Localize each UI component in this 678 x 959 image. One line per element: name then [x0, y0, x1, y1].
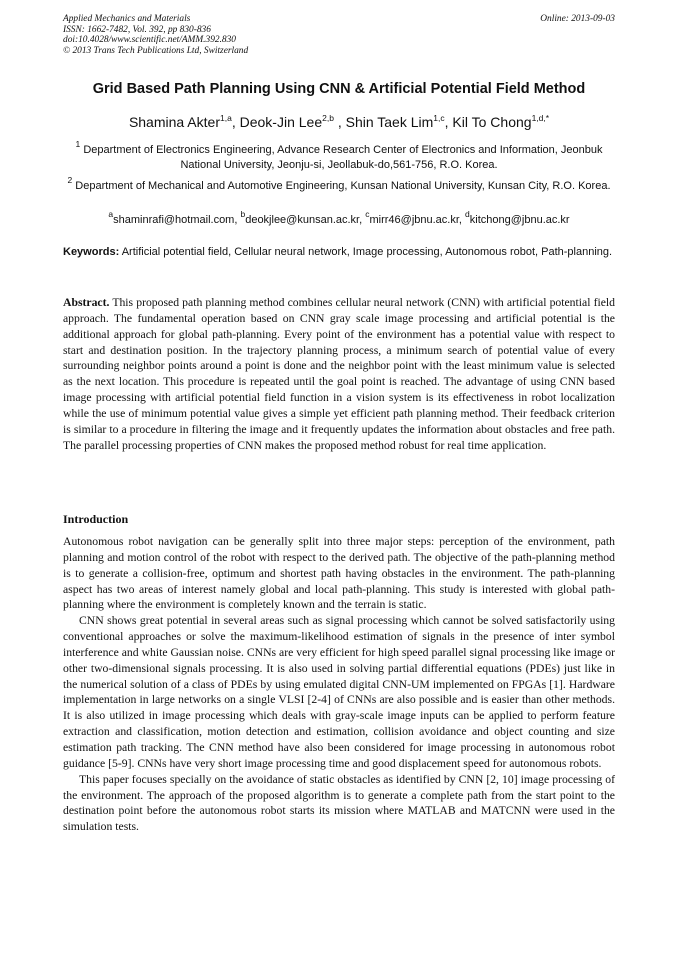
- doi-line: doi:10.4028/www.scientific.net/AMM.392.830: [63, 35, 236, 46]
- author-list: Shamina Akter$^{1,a}$, Deok-Jin Lee$^{2,b}$ , Shin Taek Lim$^{1,c}$, Kil To Chong$^{1,d,*}$: [128, 113, 550, 130]
- abstract-text: This proposed path planning method combines cellular neural network (CNN) with artificial potential field approach. The fundamental operation based on CNN gray scale image processing and artificial potential is the additional approach for global path-planning. Every point of the environment has a potential value with respect to start and destination position. In the trajectory planning process, a minimum search of potential value of every surrounding neighbor points around a point is done and the neighbor point with the least minimum value is selected as the next location. This procedure is repeated until the goal point is reached. The advantage of using CNN based image processing with artificial potential field function in a vision system is its effectiveness in robot localization while the use of minimum potential value gives a simple yet efficient path planning method. Their feedback criterion is similar to a procedure in filtering the image and it frequently updates the information about obstacles and free path. The parallel processing properties of CNN makes the proposed method robust for real time application.: [63, 296, 615, 452]
- affiliation-text: Department of Mechanical and Automotive Engineering, Kunsan National University, Kunsan City, R.O. Korea.: [75, 180, 611, 192]
- paragraph: Autonomous robot navigation can be generally split into three major steps: perception of the environment, path planning and motion control of the robot with respect to the derived path. The objective of the path-planning method is to generate a collision-free, optimum and shortest path having obstacles in the environment. The path-planning aspect has two areas of interest namely global and local path-planning. This study is interested with global path-planning where the environment is completely known and the terrain is static.: [63, 535, 615, 612]
- online-date: Online: 2013-09-03: [540, 14, 615, 24]
- email-mark: c: [365, 209, 370, 219]
- affiliation-number: 1: [75, 139, 81, 149]
- email-mark: a: [108, 209, 114, 219]
- author-affiliation-mark: 1,c: [433, 113, 445, 123]
- author-name: Shamina Akter: [128, 114, 220, 130]
- author-affiliation-mark: 1,d,*: [531, 113, 550, 123]
- copyright-line: © 2013 Trans Tech Publications Ltd, Switzerland: [63, 45, 249, 56]
- keywords-label: Keywords:: [63, 246, 120, 258]
- author-name: Shin Taek Lim: [345, 114, 434, 130]
- email-mark: b: [240, 209, 246, 219]
- paragraph: This paper focuses specially on the avoidance of static obstacles as identified by CNN [2, 10] image processing of the environment. The approach of the proposed algorithm is to generate a complete path from the start point to the destination point before the autonomous robot starts its mission where MATLAB and MATCNN were used in the simulation tests.: [63, 772, 615, 834]
- author-affiliation-mark: 2,b: [322, 113, 334, 123]
- abstract: [63, 295, 615, 453]
- introduction-heading: Introduction: [63, 512, 129, 526]
- email-address: shaminrafi@hotmail.com,: [113, 214, 238, 226]
- email-mark: d: [465, 209, 470, 219]
- introduction-body: [63, 534, 615, 835]
- author-name: Deok-Jin Lee: [239, 114, 323, 130]
- paragraph: CNN shows great potential in several areas such as signal processing which cannot be solved satisfactorily using conventional approaches or solve the maximum-likelihood estimation of signals in the presence of inter symbol interference and white Gaussian noise. CNNs are very efficient for high speed parallel signal processing like image or other two-dimensional signals processing. It is also used in solving partial differential equations (PDEs) just like in the numerical solution of a class of PDEs by using emulated digital CNN-UM implemented on FPGAs [1]. Hardware implementation in large networks on a single VLSI [2-4] of CNNs are also possible and is easier than other methods. It is also utilized in image processing which deals with gray-scale image inputs can be applied to perform feature extraction and classification, motion detection and estimation, collision avoidance and object counting and size estimation path tracking. The CNN method have also been considered for image processing in autonomous robot guidance [5-9]. CNNs have very short image processing time and good displacement speed for autonomous robots.: [63, 614, 615, 770]
- affiliation-text: Department of Electronics Engineering, Advance Research Center of Electronics and Information, Jeonbuk National University, Jeonju-si, Jeollabuk-do,561-756, R.O. Korea.: [83, 144, 603, 171]
- affiliation-2: [63, 173, 615, 194]
- email-address: kitchong@jbnu.ac.kr: [469, 214, 570, 226]
- affiliation-1: [63, 137, 615, 173]
- paper-title: Grid Based Path Planning Using CNN & Artificial Potential Field Method: [92, 81, 586, 97]
- journal-name: Applied Mechanics and Materials: [63, 14, 191, 24]
- author-name: Kil To Chong: [452, 114, 532, 130]
- author-affiliation-mark: 1,a: [220, 113, 232, 123]
- keywords: [63, 245, 615, 260]
- affiliation-number: 2: [67, 175, 73, 185]
- keywords-text: Artificial potential field, Cellular neural network, Image processing, Autonomous robot, Path-planning.: [121, 246, 613, 258]
- abstract-label: Abstract.: [63, 296, 110, 309]
- email-list: [0, 209, 678, 226]
- issn-line: ISSN: 1662-7482, Vol. 392, pp 830-836: [63, 24, 211, 35]
- email-address: deokjlee@kunsan.ac.kr,: [245, 214, 363, 226]
- email-address: mirr46@jbnu.ac.kr,: [369, 214, 462, 226]
- journal-header: [63, 14, 615, 56]
